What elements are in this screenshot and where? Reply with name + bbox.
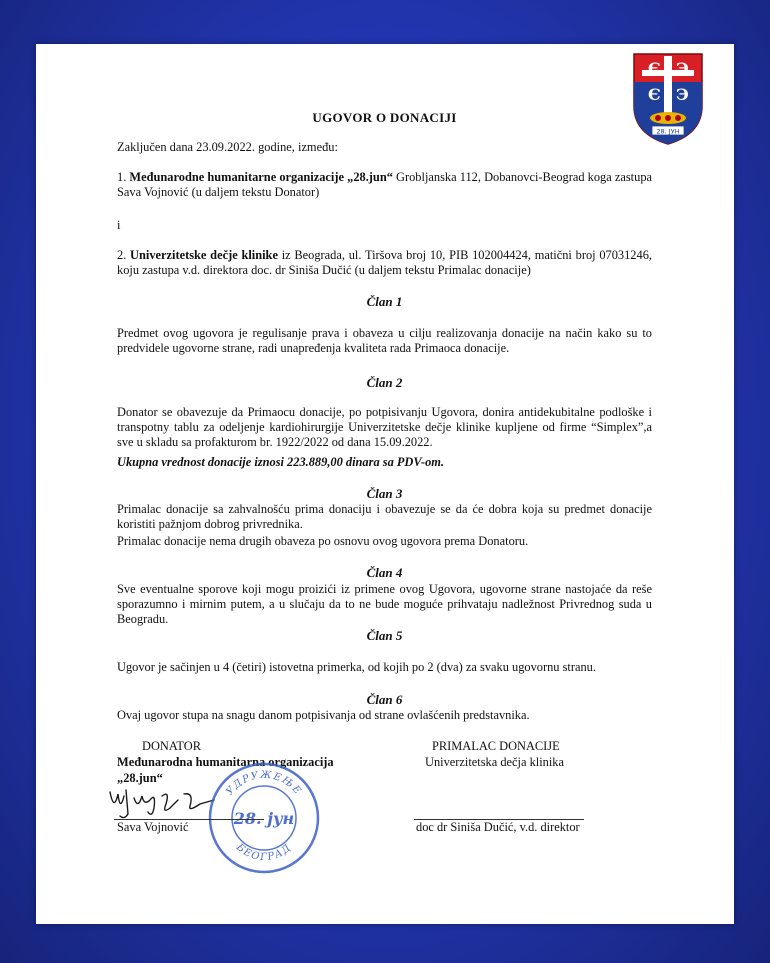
article-2-heading: Član 2: [366, 375, 403, 390]
donor-label: DONATOR: [142, 739, 201, 753]
article-6-text: Ovaj ugovor stupa na snagu danom potpisivanja od strane ovlašćenih predstavnika.: [117, 708, 530, 722]
article-4-heading: Član 4: [366, 565, 403, 580]
donor-organization-name: „28.jun“: [117, 771, 163, 785]
party-2-name: Univerzitetske dečje klinike: [130, 248, 278, 262]
svg-text:Є: Є: [648, 59, 661, 78]
party-2-number: 2.: [117, 248, 131, 262]
svg-text:БЕОГРАД: БЕОГРАД: [234, 841, 294, 864]
svg-text:Э: Э: [676, 59, 689, 78]
svg-text:Э: Э: [676, 85, 689, 104]
party-1: [117, 170, 652, 200]
donation-total-value: Ukupna vrednost donacije iznosi 223.889,00 dinara sa PDV-om.: [117, 455, 445, 469]
article-3-text: Primalac donacije sa zahvalnošću prima donaciju i obavezuje se da će dobra koja su predmet donacije koristiti pažnjom dobrog privrednika.: [117, 502, 652, 532]
organization-stamp: [206, 760, 322, 876]
donor-organization: Međunarodna humanitarna organizacija: [117, 755, 334, 769]
article-6-heading: Član 6: [366, 692, 403, 707]
article-3-heading: Član 3: [366, 486, 403, 501]
svg-text:28. јун: 28. јун: [233, 809, 295, 828]
organization-crest-logo: [628, 48, 708, 146]
contract-intro: Zaključen dana 23.09.2022. godine, između:: [117, 140, 338, 154]
document-title: UGOVOR O DONACIJI: [312, 110, 457, 125]
article-1-heading: Član 1: [366, 294, 403, 309]
article-2-text: Donator se obavezuje da Primaocu donacije, po potpisivanju Ugovora, donira antidekubitalne podloške i transpotny tablu za odeljenje kardiohirurgije Univerzitetske dečje klinike kupljene od firme “Simplex”,a sve u skladu sa profakturom br. 1922/2022 od dana 15.09.2022.: [117, 405, 652, 450]
donor-signatory: Sava Vojnović: [117, 820, 189, 834]
article-5-text: Ugovor je sačinjen u 4 (četiri) istovetna primerka, od kojih po 2 (dva) za svaku ugovornu stranu.: [117, 660, 596, 674]
recipient-organization: Univerzitetska dečja klinika: [425, 755, 564, 769]
party-1-details: Grobljanska 112, Dobanovci-Beograd koga zastupa Sava Vojnović (u daljem tekstu Donator): [117, 170, 653, 200]
svg-text:Є: Є: [648, 85, 661, 104]
party-1-name: Međunarodne humanitarne organizacije „28.jun“: [129, 170, 393, 184]
recipient-signatory: doc dr Siniša Dučić, v.d. direktor: [416, 820, 580, 834]
article-3-text-2: Primalac donacije nema drugih obaveza po osnovu ovog ugovora prema Donatoru.: [117, 534, 529, 548]
article-4-text: Sve eventualne sporove koji mogu proizići iz primene ovog Ugovora, ugovorne strane nastojaće da reše sporazumno i mirnim putem, a u slučaju da to ne bude moguće prihvataju nadležnost Privrednog suda u Beogradu.: [117, 582, 652, 627]
svg-text:28. ЈУН: 28. ЈУН: [656, 127, 680, 136]
party-1-number: 1.: [117, 170, 130, 184]
conjunction: i: [117, 218, 121, 232]
article-5-heading: Član 5: [366, 628, 403, 643]
party-2-details: iz Beograda, ul. Tiršova broj 10, PIB 102004424, matični broj 07031246, koju zastupa v.d. direktora doc. dr Siniša Dučić (u daljem tekstu Primalac donacije): [117, 248, 652, 278]
article-1-text: Predmet ovog ugovora je regulisanje prava i obaveza u cilju realizovanja donacije na način kako su to predvidele ugovorne strane, radi unapređenja kvaliteta rada Primaoca donacije.: [117, 326, 652, 356]
svg-text:УДРУЖЕЊЕ: УДРУЖЕЊЕ: [224, 769, 304, 798]
party-2: [117, 248, 652, 278]
recipient-label: PRIMALAC DONACIJE: [432, 739, 560, 753]
